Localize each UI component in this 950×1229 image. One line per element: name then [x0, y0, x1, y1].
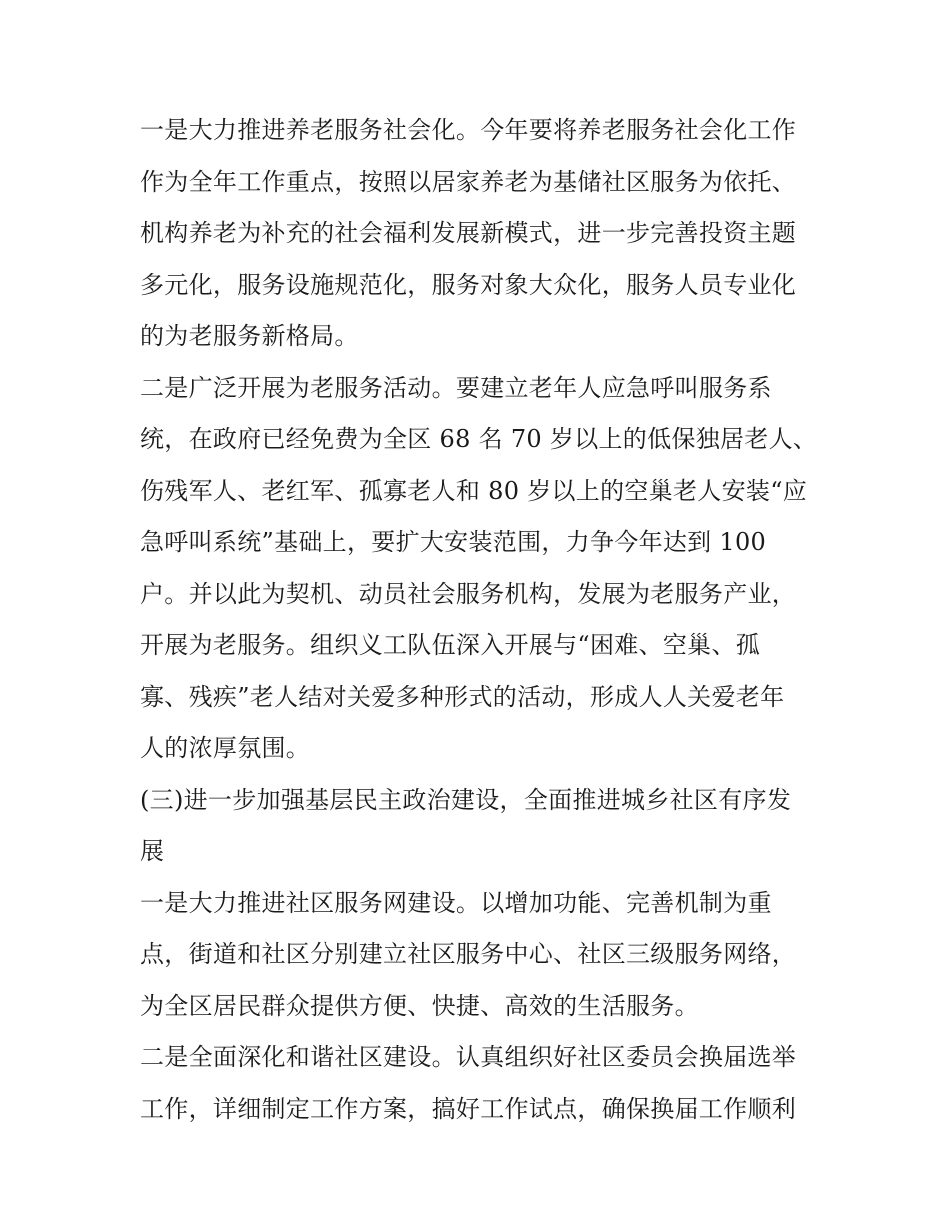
text-line: 人的浓厚氛围。: [140, 734, 311, 762]
section-heading-line: 展: [140, 837, 165, 865]
text-line: 伤残军人、老红军、孤寡老人和 80 岁以上的空巢老人安装“应: [140, 476, 808, 505]
text-line: 作为全年工作重点，按照以居家养老为基储社区服务为依托、: [140, 167, 797, 196]
text-line: 机构养老为补充的社会福利发展新模式，进一步完善投资主题: [140, 219, 797, 247]
text-line: 户。并以此为契机、动员社会服务机构，发展为老服务产业，: [140, 579, 797, 608]
text-line: 工作，详细制定工作方案，搞好工作试点，确保换届工作顺利: [140, 1094, 797, 1123]
text-line: 多元化，服务设施规范化，服务对象大众化，服务人员专业化: [140, 270, 797, 299]
text-line: 点，街道和社区分别建立社区服务中心、社区三级服务网络，: [140, 940, 797, 968]
text-line: 为全区居民群众提供方便、快捷、高效的生活服务。: [140, 991, 699, 1020]
text-line: 的为老服务新格局。: [140, 322, 359, 350]
text-line: 寡、残疾”老人结对关爱多种形式的活动，形成人人关爱老年: [140, 682, 785, 711]
text-line: 急呼叫系统”基础上，要扩大安装范围，力争今年达到 100: [140, 528, 767, 556]
text-line: 二是广泛开展为老服务活动。要建立老年人应急呼叫服务系: [140, 373, 772, 402]
text-line: 二是全面深化和谐社区建设。认真组织好社区委员会换届选举: [140, 1043, 797, 1071]
text-line: 统，在政府已经免费为全区 68 名 70 岁以上的低保独居老人、: [140, 425, 818, 453]
document-body: [140, 108, 830, 1138]
section-heading-line: (三)进一步加强基层民主政治建设，全面推进城乡社区有序发: [140, 785, 792, 814]
text-line: 开展为老服务。组织义工队伍深入开展与“困难、空巢、孤: [140, 631, 761, 659]
text-line: 一是大力推进社区服务网建设。以增加功能、完善机制为重: [140, 888, 772, 917]
text-line: 一是大力推进养老服务社会化。今年要将养老服务社会化工作: [140, 116, 797, 144]
